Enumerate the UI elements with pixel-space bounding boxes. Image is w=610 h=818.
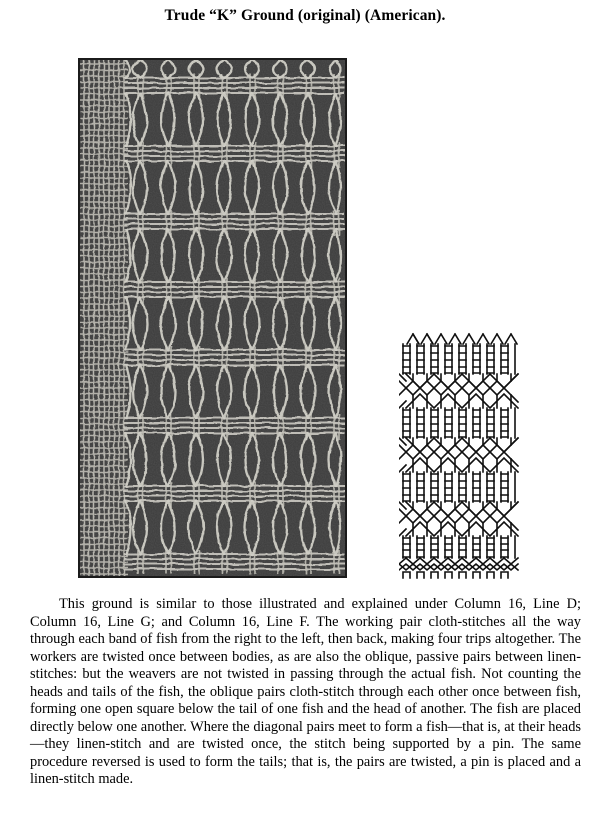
body-paragraph: This ground is similar to those illustrated and explained under Column 16, Line D; Column 16, Line G; and Column 16, Line F. The working pair cloth-stitches all the way through each band of fish from the right to the left, then back, making four trips altogether. The workers are twisted once between bodies, as are also the oblique, passive pairs between linen-stitches: but the weavers are not twisted in passing through the actual fish. Not counting the heads and tails of the fish, the oblique pairs cloth-stitch through each other once between fish, forming one open square below the tail of one fish and the head of another. The fish are placed directly below one another. Where the diagonal pairs meet to form a fish—that is, at their heads—they linen-stitch and are twisted once, the stitch being supported by a pin. The same procedure reversed is used to form the tails; that is, the pairs are twisted, a pin is placed and a linen-stitch made.	[30, 596, 581, 788]
photograph-image	[80, 60, 345, 576]
lace-sample-photograph	[78, 58, 347, 578]
stitch-diagram-graphic	[399, 332, 522, 580]
lace-photograph-graphic	[80, 60, 345, 576]
stitch-pattern-diagram	[399, 332, 522, 580]
page-title: Trude “K” Ground (original) (American).	[164, 7, 446, 24]
body-text-block	[30, 596, 581, 789]
